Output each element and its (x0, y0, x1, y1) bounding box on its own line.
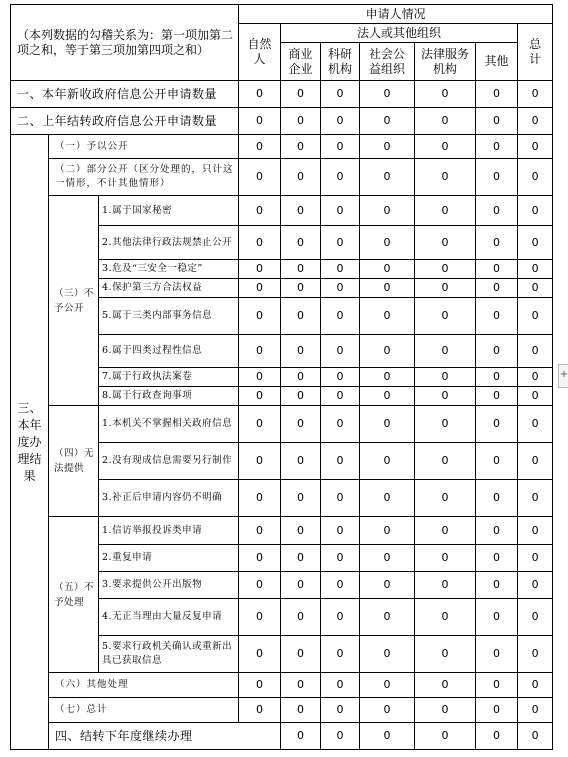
count-cell: 0 (321, 279, 360, 298)
item-label: 5.属于三类内部事务信息 (99, 298, 239, 335)
group-3-label: （三）不予公开 (49, 196, 99, 406)
count-cell: 0 (518, 636, 553, 673)
count-cell: 0 (281, 673, 321, 698)
count-cell: 0 (321, 196, 360, 226)
header-note: （本列数据的勾稽关系为：第一项加第二项之和，等于第三项加第四项之和） (11, 5, 239, 81)
count-cell: 0 (360, 723, 415, 750)
count-cell: 0 (239, 545, 281, 572)
count-cell: 0 (281, 260, 321, 279)
count-cell: 0 (360, 196, 415, 226)
group-5-label: （五）不予处理 (49, 517, 99, 673)
count-cell: 0 (321, 636, 360, 673)
count-cell: 0 (239, 599, 281, 636)
count-cell: 0 (518, 723, 553, 750)
row-label: 一、本年新收政府信息公开申请数量 (11, 81, 239, 108)
count-cell: 0 (518, 260, 553, 279)
header-research: 科研机构 (321, 43, 360, 81)
count-cell: 0 (239, 159, 281, 196)
count-cell: 0 (281, 443, 321, 480)
count-cell: 0 (239, 335, 281, 368)
count-cell: 0 (415, 226, 476, 260)
count-cell: 0 (281, 517, 321, 545)
count-cell: 0 (239, 226, 281, 260)
count-cell: 0 (239, 135, 281, 159)
count-cell: 0 (239, 108, 281, 135)
add-row-button[interactable]: + (558, 364, 568, 388)
count-cell: 0 (476, 135, 518, 159)
count-cell: 0 (239, 260, 281, 279)
count-cell: 0 (518, 517, 553, 545)
count-cell: 0 (321, 108, 360, 135)
count-cell: 0 (476, 673, 518, 698)
count-cell: 0 (321, 335, 360, 368)
count-cell: 0 (239, 406, 281, 443)
count-cell: 0 (321, 406, 360, 443)
count-cell: 0 (281, 226, 321, 260)
count-cell: 0 (239, 368, 281, 387)
count-cell: 0 (321, 480, 360, 517)
item-label: 1.信访举报投诉类申请 (99, 517, 239, 545)
count-cell: 0 (360, 572, 415, 599)
count-cell: 0 (476, 572, 518, 599)
count-cell: 0 (321, 298, 360, 335)
count-cell: 0 (360, 698, 415, 723)
count-cell: 0 (360, 636, 415, 673)
count-cell: 0 (518, 572, 553, 599)
count-cell: 0 (239, 81, 281, 108)
count-cell: 0 (518, 226, 553, 260)
count-cell: 0 (281, 279, 321, 298)
row-label: 四、结转下年度继续办理 (49, 723, 281, 750)
count-cell: 0 (518, 387, 553, 406)
count-cell: 0 (281, 159, 321, 196)
count-cell: 0 (360, 135, 415, 159)
count-cell: 0 (281, 723, 321, 750)
header-applicant: 申请人情况 (239, 5, 553, 24)
count-cell: 0 (518, 406, 553, 443)
count-cell: 0 (360, 387, 415, 406)
row-carried-over (11, 108, 553, 135)
count-cell: 0 (476, 159, 518, 196)
count-cell: 0 (518, 599, 553, 636)
count-cell: 0 (360, 480, 415, 517)
count-cell: 0 (321, 572, 360, 599)
count-cell: 0 (476, 196, 518, 226)
count-cell: 0 (360, 673, 415, 698)
count-cell: 0 (476, 443, 518, 480)
row-new-requests (11, 81, 553, 108)
row-label: （七）总计 (49, 698, 239, 723)
count-cell: 0 (360, 226, 415, 260)
count-cell: 0 (518, 480, 553, 517)
count-cell: 0 (476, 723, 518, 750)
count-cell: 0 (415, 599, 476, 636)
count-cell: 0 (476, 279, 518, 298)
count-cell: 0 (360, 406, 415, 443)
section-3-label: 三、本年度办理结果 (11, 135, 49, 750)
count-cell: 0 (476, 260, 518, 279)
header-total: 总计 (518, 24, 553, 81)
count-cell: 0 (281, 698, 321, 723)
count-cell: 0 (281, 81, 321, 108)
count-cell: 0 (239, 298, 281, 335)
item-label: 4.无正当理由大量反复申请 (99, 599, 239, 636)
row-g5-item (11, 517, 553, 545)
item-label: 3.补正后申请内容仍不明确 (99, 480, 239, 517)
count-cell: 0 (415, 135, 476, 159)
count-cell: 0 (415, 572, 476, 599)
count-cell: 0 (415, 279, 476, 298)
count-cell: 0 (321, 517, 360, 545)
count-cell: 0 (321, 443, 360, 480)
count-cell: 0 (415, 698, 476, 723)
item-label: 1.属于国家秘密 (99, 196, 239, 226)
count-cell: 0 (476, 545, 518, 572)
count-cell: 0 (360, 517, 415, 545)
item-label: 2.其他法律行政法规禁止公开 (99, 226, 239, 260)
count-cell: 0 (239, 698, 281, 723)
count-cell: 0 (415, 443, 476, 480)
row-other-handling (11, 673, 553, 698)
count-cell: 0 (239, 673, 281, 698)
count-cell: 0 (321, 387, 360, 406)
count-cell: 0 (239, 572, 281, 599)
count-cell: 0 (360, 335, 415, 368)
count-cell: 0 (281, 599, 321, 636)
item-label: 6.属于四类过程性信息 (99, 335, 239, 368)
count-cell: 0 (518, 279, 553, 298)
count-cell: 0 (281, 572, 321, 599)
count-cell: 0 (239, 517, 281, 545)
count-cell: 0 (281, 135, 321, 159)
count-cell: 0 (281, 298, 321, 335)
count-cell: 0 (415, 636, 476, 673)
count-cell: 0 (321, 368, 360, 387)
count-cell: 0 (321, 226, 360, 260)
count-cell: 0 (476, 517, 518, 545)
count-cell: 0 (518, 81, 553, 108)
count-cell: 0 (518, 545, 553, 572)
header-legal-entities: 法人或其他组织 (281, 24, 518, 43)
item-label: 2.没有现成信息需要另行制作 (99, 443, 239, 480)
count-cell: 0 (360, 298, 415, 335)
row-public (11, 135, 553, 159)
count-cell: 0 (321, 673, 360, 698)
count-cell: 0 (415, 260, 476, 279)
count-cell: 0 (476, 108, 518, 135)
row-label: （二）部分公开（区分处理的，只计这一情形，不计其他情形） (49, 159, 239, 196)
count-cell: 0 (415, 368, 476, 387)
count-cell: 0 (476, 599, 518, 636)
count-cell: 0 (518, 335, 553, 368)
count-cell: 0 (321, 81, 360, 108)
count-cell: 0 (415, 673, 476, 698)
count-cell: 0 (321, 545, 360, 572)
count-cell: 0 (321, 159, 360, 196)
item-label: 3.危及“三安全一稳定” (99, 260, 239, 279)
count-cell: 0 (415, 81, 476, 108)
count-cell: 0 (281, 196, 321, 226)
count-cell: 0 (281, 387, 321, 406)
count-cell: 0 (415, 406, 476, 443)
header-natural-person: 自然人 (239, 24, 281, 81)
count-cell: 0 (476, 298, 518, 335)
count-cell: 0 (281, 335, 321, 368)
count-cell: 0 (518, 108, 553, 135)
count-cell: 0 (360, 108, 415, 135)
count-cell: 0 (415, 545, 476, 572)
count-cell: 0 (415, 723, 476, 750)
count-cell: 0 (518, 368, 553, 387)
count-cell: 0 (476, 406, 518, 443)
count-cell: 0 (518, 443, 553, 480)
count-cell: 0 (415, 335, 476, 368)
count-cell: 0 (281, 636, 321, 673)
item-label: 4.保护第三方合法权益 (99, 279, 239, 298)
item-label: 1.本机关不掌握相关政府信息 (99, 406, 239, 443)
count-cell: 0 (239, 196, 281, 226)
count-cell: 0 (518, 135, 553, 159)
count-cell: 0 (415, 108, 476, 135)
row-label: （六）其他处理 (49, 673, 239, 698)
header-social: 社会公益组织 (360, 43, 415, 81)
count-cell: 0 (321, 135, 360, 159)
count-cell: 0 (476, 698, 518, 723)
count-cell: 0 (321, 723, 360, 750)
item-label: 3.要求提供公开出版物 (99, 572, 239, 599)
header-commercial: 商业企业 (281, 43, 321, 81)
count-cell: 0 (415, 387, 476, 406)
count-cell: 0 (360, 159, 415, 196)
row-g4-item (11, 406, 553, 443)
count-cell: 0 (360, 368, 415, 387)
group-4-label: （四）无法提供 (49, 406, 99, 517)
item-label: 7.属于行政执法案卷 (99, 368, 239, 387)
count-cell: 0 (281, 368, 321, 387)
count-cell: 0 (239, 443, 281, 480)
count-cell: 0 (476, 387, 518, 406)
count-cell: 0 (321, 599, 360, 636)
count-cell: 0 (321, 698, 360, 723)
count-cell: 0 (518, 159, 553, 196)
header-other: 其他 (476, 43, 518, 81)
row-g3-item (11, 196, 553, 226)
row-carry-next-year (11, 723, 553, 750)
count-cell: 0 (239, 387, 281, 406)
count-cell: 0 (281, 480, 321, 517)
count-cell: 0 (476, 335, 518, 368)
count-cell: 0 (321, 260, 360, 279)
count-cell: 0 (415, 159, 476, 196)
count-cell: 0 (476, 368, 518, 387)
count-cell: 0 (415, 298, 476, 335)
statistics-table (10, 4, 553, 750)
count-cell: 0 (281, 108, 321, 135)
item-label: 5.要求行政机关确认或重新出具已获取信息 (99, 636, 239, 673)
row-label: 二、上年结转政府信息公开申请数量 (11, 108, 239, 135)
count-cell: 0 (281, 406, 321, 443)
count-cell: 0 (360, 81, 415, 108)
count-cell: 0 (360, 443, 415, 480)
count-cell: 0 (360, 279, 415, 298)
count-cell: 0 (415, 196, 476, 226)
count-cell: 0 (518, 298, 553, 335)
row-label: （一）予以公开 (49, 135, 239, 159)
row-partial (11, 159, 553, 196)
count-cell: 0 (518, 196, 553, 226)
count-cell: 0 (415, 517, 476, 545)
count-cell: 0 (360, 599, 415, 636)
count-cell: 0 (360, 260, 415, 279)
item-label: 8.属于行政查询事项 (99, 387, 239, 406)
count-cell: 0 (239, 279, 281, 298)
count-cell: 0 (360, 545, 415, 572)
count-cell: 0 (518, 698, 553, 723)
count-cell: 0 (518, 673, 553, 698)
count-cell: 0 (476, 81, 518, 108)
count-cell: 0 (476, 226, 518, 260)
count-cell: 0 (476, 480, 518, 517)
count-cell: 0 (415, 480, 476, 517)
count-cell: 0 (239, 636, 281, 673)
row-subtotal (11, 698, 553, 723)
header-law: 法律服务机构 (415, 43, 476, 81)
count-cell: 0 (476, 636, 518, 673)
count-cell: 0 (239, 480, 281, 517)
item-label: 2.重复申请 (99, 545, 239, 572)
count-cell: 0 (281, 545, 321, 572)
